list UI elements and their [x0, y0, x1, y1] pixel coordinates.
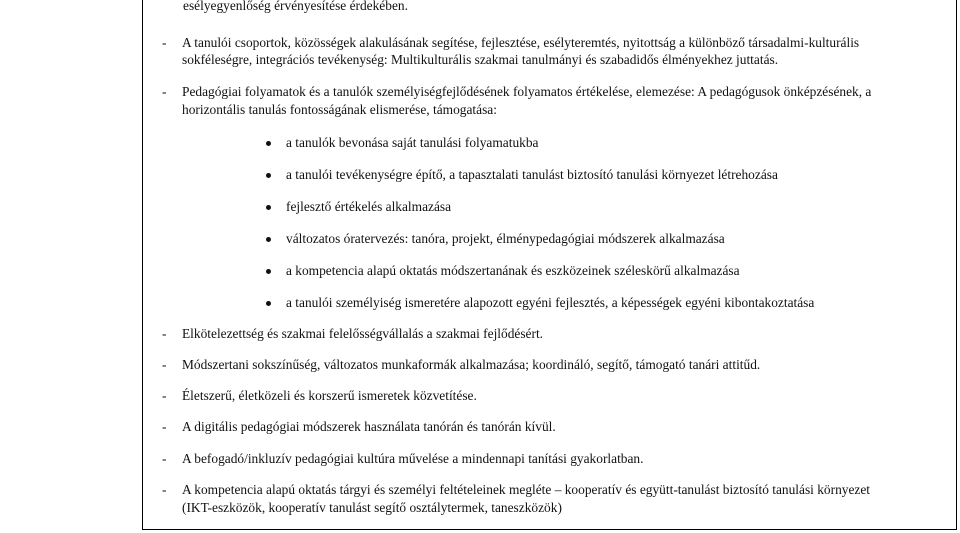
dash-marker: - — [162, 357, 167, 372]
list-item-line: A kompetencia alapú oktatás tárgyi és személyi feltételeinek megléte – kooperatív és együtt-tanulást biztosító tanulási környezet — [182, 482, 871, 497]
dash-marker: - — [162, 482, 167, 497]
list-item-line: (IKT-eszközök, kooperatív tanulást segítő osztálytermek, taneszközök) — [182, 500, 562, 515]
bullet-icon — [266, 173, 271, 178]
dash-marker: - — [162, 35, 167, 50]
bullet-item-text: a tanulói tevékenységre építő, a tapasztalati tanulást biztosító tanulási környezet létrehozása — [286, 167, 778, 182]
bullet-icon — [266, 141, 271, 146]
dash-marker: - — [162, 326, 167, 341]
bullet-item-text: a tanulók bevonása saját tanulási folyamatukba — [286, 135, 539, 150]
bullet-item-text: a kompetencia alapú oktatás módszertanának és eszközeinek széleskörű alkalmazása — [286, 263, 740, 278]
list-item-line: A befogadó/inkluzív pedagógiai kultúra művelése a mindennapi tanítási gyakorlatban. — [182, 451, 644, 466]
top-fragment-text: esélyegyenlőség érvényesítése érdekében. — [183, 0, 408, 13]
dash-marker: - — [162, 84, 167, 99]
list-item-line: sokféleségre, integrációs tevékenység: Multikulturális szakmai tanulmányi és szabadidős élményekhez juttatás. — [182, 52, 779, 67]
bullet-item-text: változatos óratervezés: tanóra, projekt, élménypedagógiai módszerek alkalmazása — [286, 231, 725, 246]
list-item-line: Módszertani sokszínűség, változatos munkaformák alkalmazása; koordináló, segítő, támogató tanári attitűd. — [182, 357, 761, 372]
list-item-line: horizontális tanulás fontosságának elismerése, támogatása: — [182, 102, 497, 117]
bullet-item-text: a tanulói személyiség ismeretére alapozott egyéni fejlesztés, a képességek egyéni kibontakoztatása — [286, 295, 815, 310]
bullet-icon — [266, 301, 271, 306]
bullet-icon — [266, 237, 271, 242]
dash-marker: - — [162, 419, 167, 434]
list-item-line: Elkötelezettség és szakmai felelősségvállalás a szakmai fejlődésért. — [182, 326, 544, 341]
bullet-icon — [266, 269, 271, 274]
dash-marker: - — [162, 388, 167, 403]
bullet-icon — [266, 205, 271, 210]
list-item-line: Életszerű, életközeli és korszerű ismeretek közvetítése. — [182, 388, 477, 403]
list-item-line: A digitális pedagógiai módszerek használata tanórán és tanórán kívül. — [182, 419, 556, 434]
bullet-item-text: fejlesztő értékelés alkalmazása — [286, 199, 452, 214]
list-item-line: A tanulói csoportok, közösségek alakulásának segítése, fejlesztése, esélyteremtés, nyitottság a különböző társadalmi-kulturális — [182, 35, 860, 50]
list-item-line: Pedagógiai folyamatok és a tanulók személyiségfejlődésének folyamatos értékelése, elemezése: A pedagógusok önképzésének, a — [182, 84, 872, 99]
dash-marker: - — [162, 451, 167, 466]
